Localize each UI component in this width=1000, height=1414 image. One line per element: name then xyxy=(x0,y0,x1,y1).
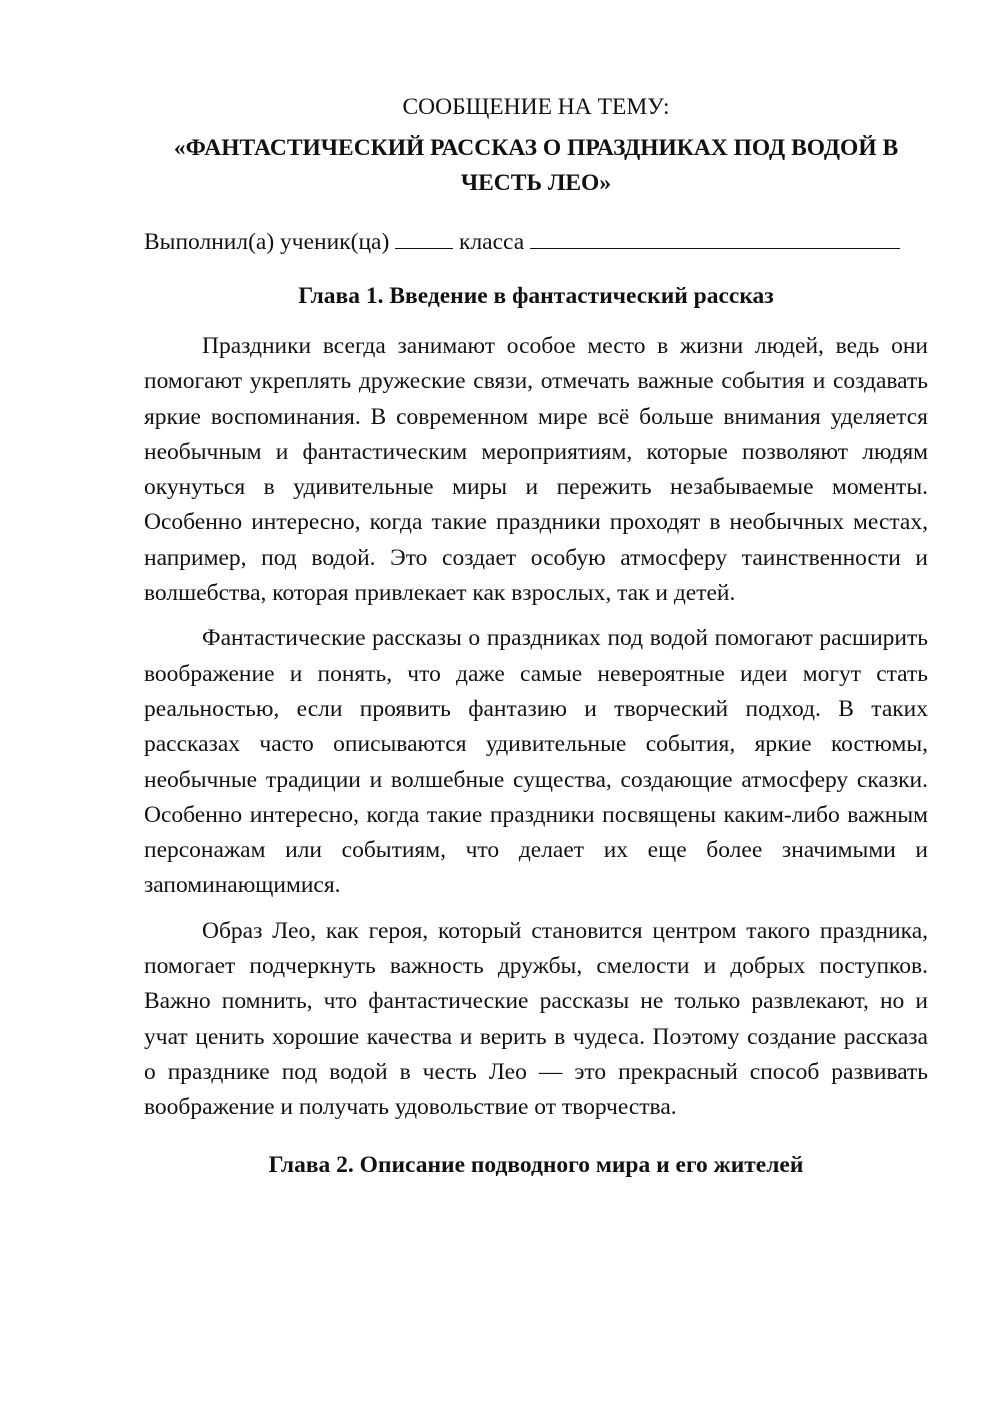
chapter-1-paragraph-3: Образ Лео, как героя, который становится центром такого праздника, помогает подчеркнуть важность дружбы, смелости и добрых поступков. Важно помнить, что фантастические рассказы не только развлекают, но и учат ценить хорошие качества и верить в чудеса. Поэтому создание рассказа о празднике под водой в честь Лео — это прекрасный способ развивать воображение и получать удовольствие от творчества. xyxy=(144,917,928,1121)
chapter-1-paragraph-2: Фантастические рассказы о праздниках под водой помогают расширить воображение и понять, что даже самые невероятные идеи могут стать реальностью, если проявить фантазию и творческий подход. В таких рассказах часто описываются удивительные события, яркие костюмы, необычные традиции и волшебные существа, создающие атмосферу сказки. Особенно интересно, когда такие праздники посвящены каким-либо важным персонажам или событиям, что делает их еще более значимыми и запоминающимися. xyxy=(144,625,928,899)
chapter-2-heading: Глава 2. Описание подводного мира и его жителей xyxy=(268,1151,804,1178)
class-number-blank xyxy=(395,226,453,249)
chapter-1-heading: Глава 1. Введение в фантастический рассказ xyxy=(298,283,774,309)
author-line xyxy=(144,225,928,259)
document-title: «ФАНТАСТИЧЕСКИЙ РАССКАЗ О ПРАЗДНИКАХ ПОД ВОДОЙ В ЧЕСТЬ ЛЕО» xyxy=(173,135,899,196)
name-blank xyxy=(530,226,900,249)
author-prefix: Выполнил(а) ученик(ца) xyxy=(144,229,390,255)
chapter-1-paragraph-1: Праздники всегда занимают особое место в жизни людей, ведь они помогают укреплять дружеские связи, отмечать важные события и создавать яркие воспоминания. В современном мире всё больше внимания уделяется необычным и фантастическим мероприятиям, которые позволяют людям окунуться в удивительные миры и пережить незабываемые моменты. Особенно интересно, когда такие праздники проходят в необычных местах, например, под водой. Это создает особую атмосферу таинственности и волшебства, которая привлекает как взрослых, так и детей. xyxy=(144,333,928,607)
class-label: класса xyxy=(459,229,525,255)
subject-line: СООБЩЕНИЕ НА ТЕМУ: xyxy=(402,94,670,120)
